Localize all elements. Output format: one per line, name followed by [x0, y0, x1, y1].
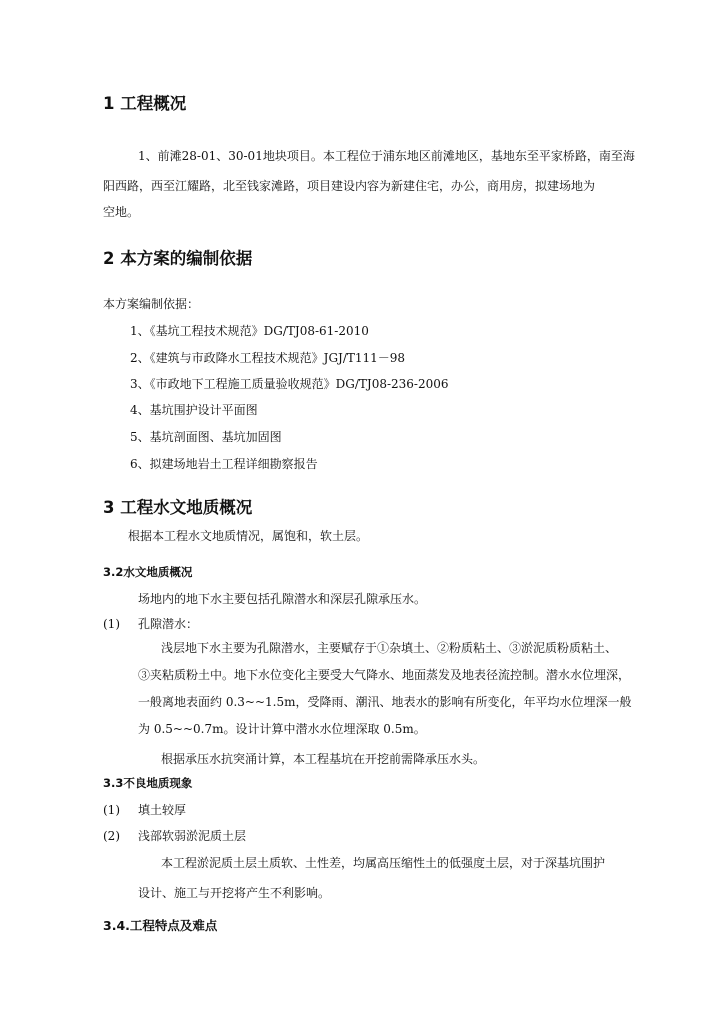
section-3-2-heading: 3.2水文地质概况 [103, 565, 193, 579]
section-2-item-3: 3、《市政地下工程施工质量验收规范》DG/TJ08-236-2006 [130, 377, 449, 391]
section-3-2-item-label: 孔隙潜水： [138, 617, 199, 631]
section-3-intro: 根据本工程水文地质情况，属饱和，软土层。 [128, 529, 369, 543]
section-1-line-2: 阳西路，西至江耀路，北至钱家滩路，项目建设内容为新建住宅，办公，商用房，拟建场地为 [103, 179, 596, 193]
section-2-item-5: 5、基坑剖面图、基坑加固图 [130, 430, 282, 444]
section-3-3-para-line-1: 本工程淤泥质土层土质软、土性差，均属高压缩性土的低强度土层，对于深基坑围护 [161, 856, 606, 870]
section-3-3-para-line-2: 设计、施工与开挖将产生不利影响。 [138, 886, 331, 900]
section-1-heading: 1 工程概况 [103, 94, 187, 113]
section-2-intro: 本方案编制依据： [103, 297, 200, 311]
section-3-4-heading: 3.4.工程特点及难点 [103, 918, 218, 933]
section-3-3-item-1-label: 填土较厚 [138, 803, 187, 817]
section-1-line-3: 空地。 [103, 205, 140, 219]
section-2-item-4: 4、基坑围护设计平面图 [130, 403, 258, 417]
section-2-item-6: 6、拟建场地岩土工程详细勘察报告 [130, 457, 318, 471]
section-3-3-item-2-number: (2) [103, 829, 120, 843]
section-3-2-para-line-2: ③夹粘质粉土中。地下水位变化主要受大气降水、地面蒸发及地表径流控制。潜水水位埋深， [138, 668, 631, 682]
section-3-2-note: 根据承压水抗突涌计算，本工程基坑在开挖前需降承压水头。 [161, 752, 486, 766]
section-3-heading: 3 工程水文地质概况 [103, 498, 253, 517]
section-2-item-1: 1、《基坑工程技术规范》DG/TJ08-61-2010 [130, 324, 369, 338]
section-3-2-para-line-4: 为 0.5~~0.7m。设计计算中潜水水位埋深取 0.5m。 [138, 722, 426, 736]
section-2-heading: 2 本方案的编制依据 [103, 249, 253, 268]
section-3-2-para-line-1: 浅层地下水主要为孔隙潜水，主要赋存于①杂填土、②粉质粘土、③淤泥质粉质粘土、 [161, 641, 618, 655]
section-1-line-1: 1、前滩28-01、30-01地块项目。本工程位于浦东地区前滩地区，基地东至平家桥路，南至海 [138, 149, 635, 163]
section-3-2-para-line-3: 一般离地表面约 0.3~~1.5m，受降雨、潮汛、地表水的影响有所变化，年平均水位埋深一般 [138, 695, 632, 709]
section-3-3-item-2-label: 浅部软弱淤泥质土层 [138, 829, 247, 843]
section-3-3-heading: 3.3不良地质现象 [103, 776, 193, 790]
section-3-3-item-1-number: (1) [103, 803, 120, 817]
section-3-2-intro: 场地内的地下水主要包括孔隙潜水和深层孔隙承压水。 [138, 592, 427, 606]
section-2-item-2: 2、《建筑与市政降水工程技术规范》JGJ/T111－98 [130, 351, 406, 365]
section-3-2-item-number: (1) [103, 617, 120, 631]
